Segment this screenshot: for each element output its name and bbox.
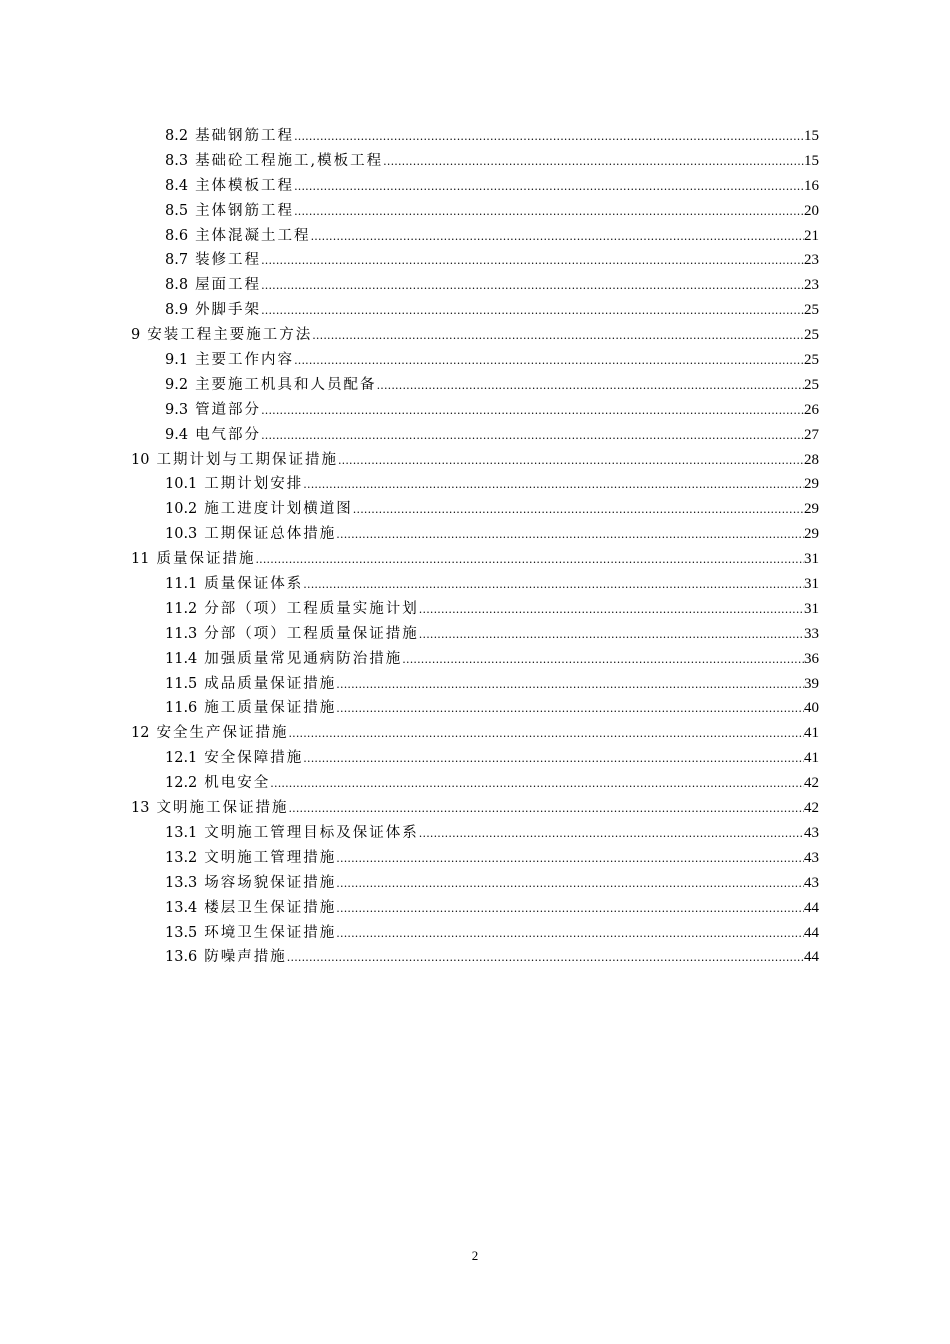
toc-entry-title: 质量保证体系 [204,576,304,593]
toc-entry-number: 12 [131,725,150,742]
toc-entry[interactable] [131,174,819,199]
toc-entry-page: 43 [804,824,819,841]
toc-entry-number: 8.5 [165,202,189,219]
toc-entry-number: 9.2 [165,376,189,393]
toc-dot-leader [338,449,804,474]
toc-entry-title: 管道部分 [195,401,262,418]
toc-entry-number: 13.6 [165,949,198,966]
toc-entry-title: 文明施工管理目标及保证体系 [204,824,419,841]
toc-entry[interactable] [131,672,819,697]
toc-entry-title: 工期保证总体措施 [204,526,337,543]
toc-entry-title: 安全保障措施 [204,750,304,767]
toc-entry-page: 25 [804,376,819,393]
toc-entry-title: 安全生产保证措施 [156,725,289,742]
toc-entry[interactable] [131,921,819,946]
toc-entry-page: 31 [804,551,819,568]
toc-entry-page: 42 [804,775,819,792]
toc-entry-number: 11.6 [165,700,198,717]
toc-entry-number: 13.3 [165,874,198,891]
toc-entry-title: 成品质量保证措施 [204,675,337,692]
toc-entry-number: 12.1 [165,750,198,767]
toc-entry-number: 8.7 [165,252,189,269]
toc-entry-title: 基础钢筋工程 [195,128,295,144]
toc-entry-page: 44 [804,924,819,941]
toc-entry[interactable] [131,896,819,921]
toc-entry-page: 40 [804,700,819,717]
toc-entry-number: 8.4 [165,177,189,194]
toc-entry-page: 25 [804,302,819,319]
toc-entry[interactable] [131,448,819,473]
toc-dot-leader [261,249,804,274]
toc-entry-page: 29 [804,501,819,518]
toc-dot-leader [419,822,804,847]
toc-entry-title: 施工进度计划横道图 [204,501,353,518]
toc-entry-title: 主要工作内容 [195,352,295,369]
toc-entry-number: 11.1 [165,576,198,593]
toc-entry-page: 42 [804,800,819,817]
toc-entry[interactable] [131,199,819,224]
toc-entry[interactable] [131,696,819,721]
toc-dot-leader [294,175,804,200]
toc-entry-title: 加强质量常见通病防治措施 [204,650,403,667]
toc-entry-number: 11 [131,551,150,568]
toc-entry-number: 11.3 [165,625,198,642]
toc-entry[interactable] [131,248,819,273]
toc-dot-leader [261,274,804,299]
toc-entry-number: 10.1 [165,476,198,493]
toc-entry-page: 31 [804,576,819,593]
toc-entry-title: 电气部分 [195,426,262,443]
toc-dot-leader [303,747,804,772]
toc-entry[interactable] [131,323,819,348]
toc-entry-page: 39 [804,675,819,692]
toc-entry-page: 16 [804,177,819,194]
toc-entry-title: 楼层卫生保证措施 [204,899,337,916]
toc-entry-title: 工期计划安排 [204,476,304,493]
toc-entry-title: 质量保证措施 [156,551,256,568]
toc-dot-leader [377,374,804,399]
toc-dot-leader [294,200,804,225]
toc-entry[interactable] [131,348,819,373]
toc-entry-page: 41 [804,750,819,767]
toc-entry-number: 13.4 [165,899,198,916]
toc-entry-title: 安装工程主要施工方法 [147,327,313,344]
toc-entry-page: 31 [804,600,819,617]
toc-entry-title: 分部（项）工程质量保证措施 [204,625,419,642]
toc-entry-page: 44 [804,949,819,966]
toc-entry-page: 21 [804,227,819,244]
toc-entry[interactable] [131,796,819,821]
toc-entry-title: 主体钢筋工程 [195,202,295,219]
page-number: 2 [471,1248,479,1263]
toc-entry-page: 25 [804,352,819,369]
toc-dot-leader [294,125,804,150]
toc-entry[interactable] [131,945,819,970]
toc-entry-title: 主体混凝土工程 [195,227,311,244]
toc-entry-number: 10.3 [165,526,198,543]
toc-entry-page: 29 [804,476,819,493]
toc-entry-title: 主要施工机具和人员配备 [195,376,377,393]
toc-dot-leader [336,897,804,922]
toc-entry[interactable] [131,522,819,547]
toc-dot-leader [303,473,804,498]
toc-dot-leader [270,772,804,797]
toc-entry-page: 43 [804,849,819,866]
toc-dot-leader [336,922,804,947]
toc-entry-title: 装修工程 [195,252,262,269]
toc-entry-title: 基础砼工程施工,模板工程 [195,152,384,169]
toc-dot-leader [288,722,804,747]
toc-entry[interactable] [131,273,819,298]
toc-entry-number: 13.2 [165,849,198,866]
toc-dot-leader [261,299,804,324]
toc-dot-leader [336,847,804,872]
toc-entry[interactable] [131,746,819,771]
toc-dot-leader [336,697,804,722]
toc-entry-page: 25 [804,327,819,344]
toc-entry[interactable] [131,298,819,323]
toc-entry-number: 13 [131,800,150,817]
toc-dot-leader [261,399,804,424]
toc-entry-number: 13.5 [165,924,198,941]
toc-dot-leader [336,523,804,548]
toc-entry-title: 施工质量保证措施 [204,700,337,717]
toc-entry-page: 15 [804,128,819,144]
toc-entry-number: 12.2 [165,775,198,792]
toc-entry-page: 15 [804,152,819,169]
toc-entry-page: 36 [804,650,819,667]
toc-entry-title: 防噪声措施 [204,949,287,966]
toc-entry-page: 43 [804,874,819,891]
toc-dot-leader [383,150,804,175]
toc-dot-leader [353,498,804,523]
toc-entry-number: 11.2 [165,600,198,617]
toc-entry[interactable] [131,423,819,448]
toc-entry-number: 9.3 [165,401,189,418]
toc-dot-leader [336,673,804,698]
toc-entry-page: 20 [804,202,819,219]
toc-entry-title: 文明施工管理措施 [204,849,337,866]
toc-entry-page: 27 [804,426,819,443]
toc-entry[interactable] [131,224,819,249]
toc-entry-number: 9.4 [165,426,189,443]
toc-entry[interactable] [131,721,819,746]
toc-entry[interactable] [131,398,819,423]
toc-entry[interactable] [131,846,819,871]
toc-entry-number: 9.1 [165,352,189,369]
toc-entry-title: 分部（项）工程质量实施计划 [204,600,419,617]
toc-entry-title: 屋面工程 [195,277,262,294]
toc-entry-title: 文明施工保证措施 [156,800,289,817]
toc-entry-number: 11.5 [165,675,198,692]
toc-entry[interactable] [131,622,819,647]
toc-dot-leader [336,872,804,897]
toc-entry-title: 环境卫生保证措施 [204,924,337,941]
toc-dot-leader [288,797,804,822]
toc-entry-title: 场容场貌保证措施 [204,874,337,891]
toc-entry-page: 23 [804,277,819,294]
toc-entry-number: 8.2 [165,128,189,144]
toc-entry-number: 9 [131,327,141,344]
toc-entry-page: 44 [804,899,819,916]
toc-entry-title: 工期计划与工期保证措施 [156,451,338,468]
toc-entry-number: 10.2 [165,501,198,518]
toc-dot-leader [261,424,804,449]
toc-dot-leader [303,573,804,598]
toc-entry-number: 8.8 [165,277,189,294]
toc-entry-number: 8.9 [165,302,189,319]
toc-entry[interactable] [131,647,819,672]
toc-entry-page: 26 [804,401,819,418]
toc-entry[interactable] [131,821,819,846]
toc-entry-number: 8.3 [165,152,189,169]
toc-entry[interactable] [131,597,819,622]
toc-dot-leader [312,324,804,349]
toc-entry[interactable] [131,871,819,896]
toc-entry[interactable] [131,373,819,398]
toc-entry-page: 28 [804,451,819,468]
toc-entry-title: 主体模板工程 [195,177,295,194]
toc-entry[interactable] [131,547,819,572]
toc-entry-number: 13.1 [165,824,198,841]
toc-entry-title: 外脚手架 [195,302,262,319]
toc-dot-leader [402,648,804,673]
toc-entry[interactable] [131,472,819,497]
toc-entry[interactable] [131,771,819,796]
toc-dot-leader [311,225,804,250]
toc-entry-page: 41 [804,725,819,742]
toc-entry-page: 23 [804,252,819,269]
toc-dot-leader [419,623,804,648]
toc-entry-number: 11.4 [165,650,198,667]
toc-dot-leader [294,349,804,374]
toc-entry[interactable] [131,149,819,174]
toc-entry-number: 8.6 [165,227,189,244]
toc-entry-title: 机电安全 [204,775,271,792]
toc-dot-leader [287,946,804,971]
toc-entry[interactable] [131,497,819,522]
toc-dot-leader [419,598,804,623]
toc-entry-page: 29 [804,526,819,543]
toc-entry-number: 10 [131,451,150,468]
toc-entry[interactable] [131,572,819,597]
table-of-contents [131,124,819,970]
toc-dot-leader [255,548,804,573]
toc-entry-page: 33 [804,625,819,642]
toc-entry[interactable] [131,124,819,149]
